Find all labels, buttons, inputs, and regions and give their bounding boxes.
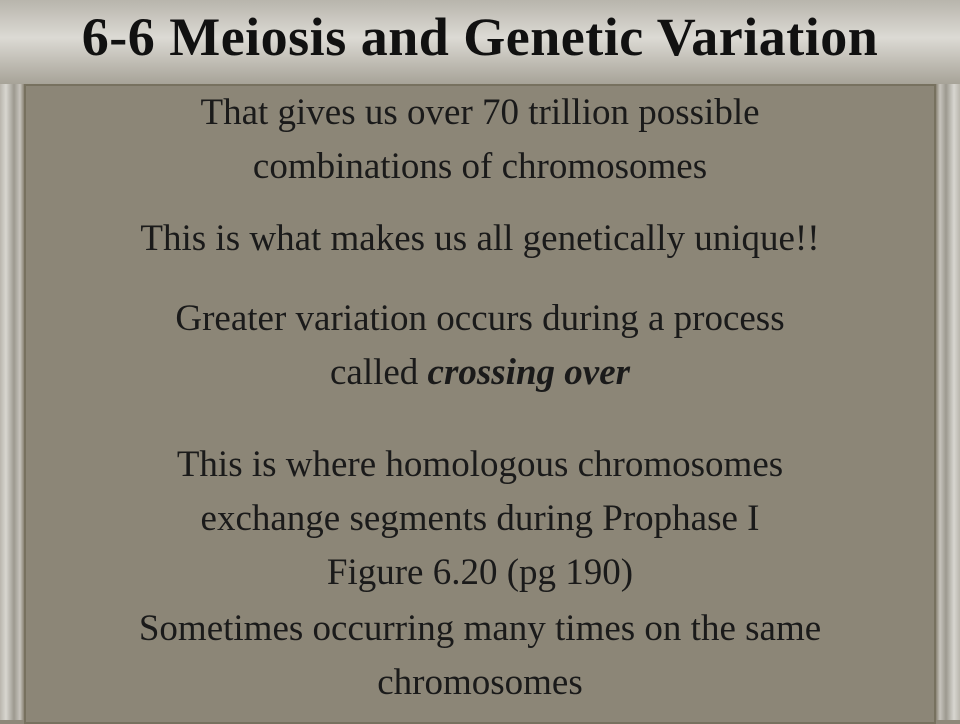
text-line: This is where homologous chromosomes bbox=[176, 444, 784, 485]
figure-reference: Figure 6.20 (pg 190) bbox=[326, 552, 634, 593]
text-line: That gives us over 70 trillion possible bbox=[200, 92, 760, 133]
text-line: Greater variation occurs during a process bbox=[175, 298, 785, 339]
text-line: combinations of chromosomes bbox=[252, 146, 708, 187]
emphasis-text: crossing over bbox=[427, 352, 631, 393]
text-prefix: called bbox=[329, 352, 428, 393]
slide-title: 6-6 Meiosis and Genetic Variation bbox=[81, 7, 879, 67]
text-line: Sometimes occurring many times on the same bbox=[138, 608, 822, 649]
text-line-crossing-over bbox=[24, 348, 936, 398]
text-line: chromosomes bbox=[377, 662, 583, 703]
text-line: exchange segments during Prophase I bbox=[200, 498, 760, 539]
text-line: This is what makes us all genetically unique!! bbox=[140, 218, 820, 259]
